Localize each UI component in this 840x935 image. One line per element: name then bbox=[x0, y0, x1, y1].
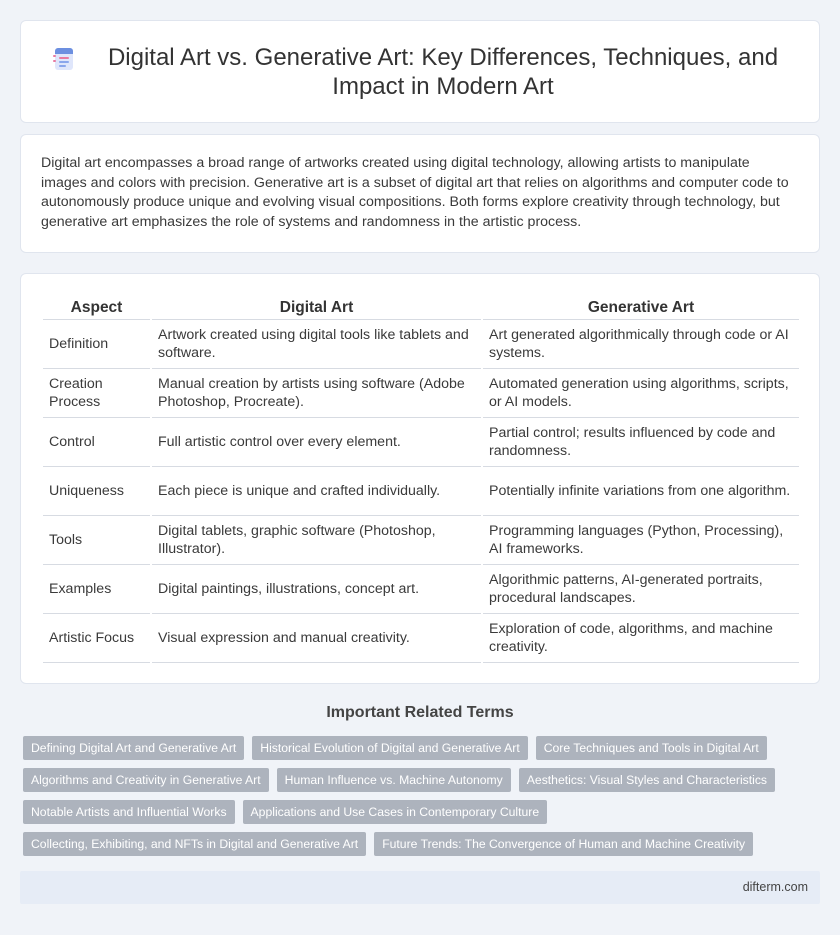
digital-art-cell: Digital paintings, illustrations, concept art. bbox=[151, 564, 482, 613]
related-term-tag[interactable]: Human Influence vs. Machine Autonomy bbox=[277, 768, 511, 792]
document-icon bbox=[51, 46, 77, 72]
tag-row bbox=[23, 832, 823, 856]
aspect-cell: Uniqueness bbox=[43, 466, 151, 515]
column-header: Aspect bbox=[43, 294, 151, 319]
tag-row bbox=[23, 800, 823, 824]
related-terms-title: Important Related Terms bbox=[326, 704, 514, 721]
table-row bbox=[43, 368, 799, 417]
tag-row bbox=[23, 736, 823, 760]
intro-paragraph: Digital art encompasses a broad range of artworks created using digital technology, allowing artists to manipulate images and colors with precision. Generative art is a subset of digital art that relies on algorithms and computer code to autonomously produce unique and evolving visual compositions. Both forms explore creativity through technology, but generative art emphasizes the role of systems and randomness in the artistic process. bbox=[41, 155, 789, 230]
related-term-tag[interactable]: Applications and Use Cases in Contemporary Culture bbox=[243, 800, 548, 824]
table-row bbox=[43, 417, 799, 466]
related-term-tag[interactable]: Defining Digital Art and Generative Art bbox=[23, 736, 244, 760]
related-term-tag[interactable]: Algorithms and Creativity in Generative Art bbox=[23, 768, 269, 792]
aspect-cell: Control bbox=[43, 417, 151, 466]
aspect-cell: Artistic Focus bbox=[43, 613, 151, 662]
digital-art-cell: Manual creation by artists using software (Adobe Photoshop, Procreate). bbox=[151, 368, 482, 417]
table-row bbox=[43, 319, 799, 368]
table-row bbox=[43, 515, 799, 564]
digital-art-cell: Digital tablets, graphic software (Photoshop, Illustrator). bbox=[151, 515, 482, 564]
digital-art-cell: Artwork created using digital tools like tablets and software. bbox=[151, 319, 482, 368]
related-term-tag[interactable]: Future Trends: The Convergence of Human and Machine Creativity bbox=[374, 832, 753, 856]
column-header: Digital Art bbox=[151, 294, 482, 319]
generative-art-cell: Automated generation using algorithms, scripts, or AI models. bbox=[482, 368, 799, 417]
related-term-tag[interactable]: Historical Evolution of Digital and Generative Art bbox=[252, 736, 527, 760]
generative-art-cell: Partial control; results influenced by code and randomness. bbox=[482, 417, 799, 466]
digital-art-cell: Full artistic control over every element. bbox=[151, 417, 482, 466]
generative-art-cell: Programming languages (Python, Processing), AI frameworks. bbox=[482, 515, 799, 564]
digital-art-cell: Visual expression and manual creativity. bbox=[151, 613, 482, 662]
table-row bbox=[43, 613, 799, 662]
tag-row bbox=[23, 768, 823, 792]
aspect-cell: Tools bbox=[43, 515, 151, 564]
generative-art-cell: Art generated algorithmically through code or AI systems. bbox=[482, 319, 799, 368]
column-header: Generative Art bbox=[482, 294, 799, 319]
table-row bbox=[43, 564, 799, 613]
aspect-cell: Creation Process bbox=[43, 368, 151, 417]
generative-art-cell: Potentially infinite variations from one algorithm. bbox=[482, 466, 799, 515]
page-title: Digital Art vs. Generative Art: Key Differences, Techniques, and Impact in Modern Art bbox=[107, 43, 779, 100]
comparison-table bbox=[43, 294, 799, 663]
related-terms-list bbox=[23, 736, 823, 864]
table-row bbox=[43, 466, 799, 515]
footer bbox=[20, 871, 820, 904]
related-term-tag[interactable]: Collecting, Exhibiting, and NFTs in Digital and Generative Art bbox=[23, 832, 366, 856]
header bbox=[21, 21, 819, 122]
intro-card bbox=[20, 134, 820, 253]
aspect-cell: Definition bbox=[43, 319, 151, 368]
header-card bbox=[20, 20, 820, 123]
related-term-tag[interactable]: Core Techniques and Tools in Digital Art bbox=[536, 736, 767, 760]
site-link[interactable]: difterm.com bbox=[742, 880, 808, 894]
aspect-cell: Examples bbox=[43, 564, 151, 613]
generative-art-cell: Algorithmic patterns, AI-generated portraits, procedural landscapes. bbox=[482, 564, 799, 613]
comparison-table-card bbox=[20, 273, 820, 684]
table-header-row bbox=[43, 294, 799, 319]
related-term-tag[interactable]: Aesthetics: Visual Styles and Characteristics bbox=[519, 768, 775, 792]
generative-art-cell: Exploration of code, algorithms, and machine creativity. bbox=[482, 613, 799, 662]
related-term-tag[interactable]: Notable Artists and Influential Works bbox=[23, 800, 235, 824]
digital-art-cell: Each piece is unique and crafted individually. bbox=[151, 466, 482, 515]
